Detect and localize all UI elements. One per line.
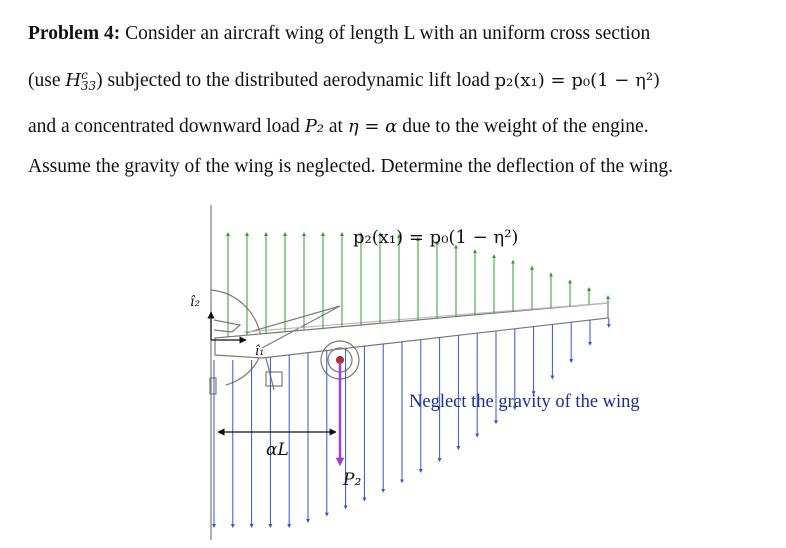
point-load-symbol: P₂ (304, 115, 325, 137)
problem-text-2a: (use (28, 69, 66, 91)
fuselage (210, 205, 282, 540)
eta-alpha-expression: η = α (347, 115, 398, 137)
problem-text-3a: and a concentrated downward load (28, 115, 305, 137)
problem-text-2b: ) subjected to the distributed aerodynamic lift load (96, 69, 495, 91)
stiffness-letter: H (65, 69, 82, 91)
engine-mount-bracket (266, 372, 282, 386)
fuselage-detail (214, 320, 240, 332)
problem-text-3c: due to the weight of the engine. (397, 115, 649, 137)
problem-text-3b: at (324, 115, 348, 137)
problem-heading: Problem 4: (28, 23, 121, 44)
gravity-note: Neglect the gravity of the wing (409, 392, 640, 412)
i1-axis-label: ı̂₁ (255, 344, 265, 359)
wing (215, 303, 608, 358)
lift-load-expression: p₂(x₁) = p₀(1 − η²) (494, 69, 661, 91)
lift-load-label: p₂(x₁) = p₀(1 − η²) (353, 227, 519, 248)
alpha-L-label: αL (266, 440, 289, 460)
stiffness-sub: 33 (80, 79, 97, 94)
problem-text-1: Consider an aircraft wing of length L with an uniform cross section (125, 23, 651, 44)
P2-label: P₂ (343, 470, 362, 490)
stiffness-sup: c (81, 67, 88, 82)
wing-body (215, 303, 608, 358)
i2-axis-label: ı̂₂ (190, 294, 201, 310)
problem-text-4: Assume the gravity of the wing is neglected. Determine the deflection of the wing. (28, 156, 673, 178)
